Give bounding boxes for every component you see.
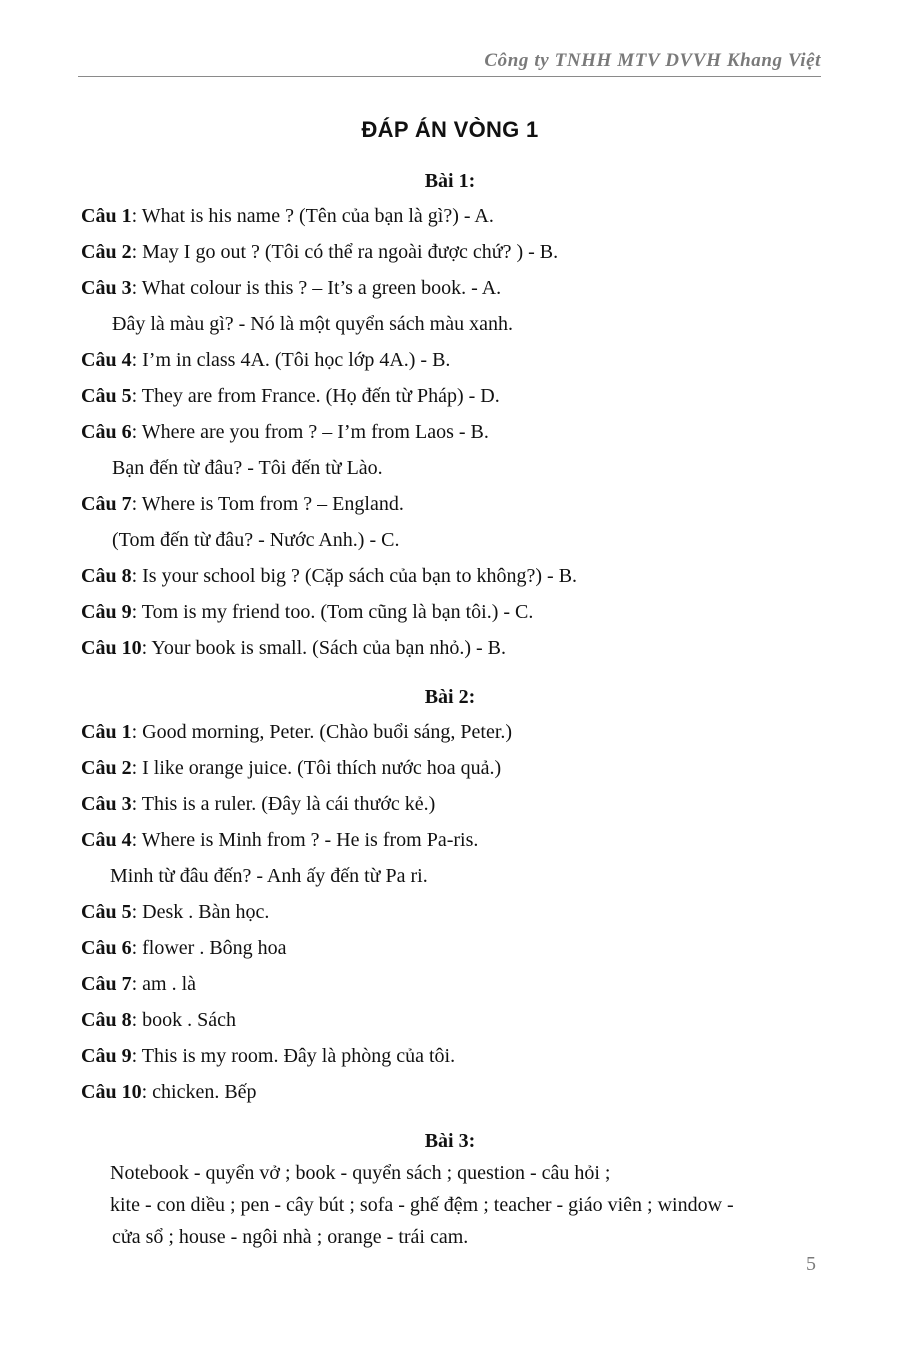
answer-line [81,492,404,516]
answer-text: : book . Sách [131,1009,237,1031]
answer-line [81,348,450,372]
running-header: Công ty TNHH MTV DVVH Khang Việt [484,50,821,71]
answer-text: : I’m in class 4A. (Tôi học lớp 4A.) - B. [131,349,451,371]
answer-line [81,1044,455,1068]
vocabulary-line: cửa sổ ; house - ngôi nhà ; orange - trái cam. [112,1226,469,1248]
question-label: Câu 5 [81,901,132,923]
question-label: Câu 1 [81,205,132,227]
translation-line: (Tom đến từ đâu? - Nước Anh.) - C. [112,529,400,551]
answer-text: : Tom is my friend too. (Tom cũng là bạn tôi.) - C. [131,601,534,623]
vocabulary-line: Notebook - quyển vở ; book - quyển sách ; question - câu hỏi ; [110,1162,611,1184]
answer-line [81,792,435,816]
question-label: Câu 4 [81,829,132,851]
section-heading-bai-3: Bài 3: [424,1130,476,1152]
answer-text: : Your book is small. (Sách của bạn nhỏ.) - B. [141,637,506,659]
question-label: Câu 3 [81,277,132,299]
page-title: ĐÁP ÁN VÒNG 1 [361,117,539,142]
answer-text: : Is your school big ? (Cặp sách của bạn to không?) - B. [131,565,578,587]
question-label: Câu 7 [81,973,132,995]
answer-line [81,240,558,264]
question-label: Câu 8 [81,565,132,587]
answer-text: : Where is Tom from ? – England. [131,493,404,515]
answer-text: : flower . Bông hoa [131,937,287,959]
question-label: Câu 6 [81,937,132,959]
header-rule [78,76,821,77]
vocabulary-line: kite - con diều ; pen - cây bút ; sofa - ghế đệm ; teacher - giáo viên ; window - [110,1194,734,1216]
answer-text: : This is my room. Đây là phòng của tôi. [131,1045,456,1067]
question-label: Câu 6 [81,421,132,443]
answer-line [81,384,500,408]
answer-line [81,564,577,588]
answer-line [81,420,489,444]
answer-line [81,828,478,852]
page-number: 5 [806,1253,816,1275]
question-label: Câu 5 [81,385,132,407]
answer-line [81,600,533,624]
translation-line: Đây là màu gì? - Nó là một quyển sách màu xanh. [112,313,513,335]
answer-line [81,756,501,780]
question-label: Câu 9 [81,601,132,623]
answer-text: : May I go out ? (Tôi có thể ra ngoài được chứ? ) - B. [131,241,559,263]
answer-line [81,1080,257,1104]
answer-text: : Desk . Bàn học. [131,901,270,923]
answer-line [81,636,506,660]
answer-line [81,276,501,300]
answer-text: : This is a ruler. (Đây là cái thước kẻ.) [131,793,436,815]
question-label: Câu 3 [81,793,132,815]
answer-line [81,204,494,228]
answer-line [81,900,269,924]
answer-text: : am . là [131,973,197,995]
question-label: Câu 10 [81,1081,142,1103]
question-label: Câu 2 [81,757,132,779]
question-label: Câu 7 [81,493,132,515]
question-label: Câu 2 [81,241,132,263]
answer-text: : What is his name ? (Tên của bạn là gì?) - A. [131,205,494,227]
question-label: Câu 8 [81,1009,132,1031]
answer-text: : They are from France. (Họ đến từ Pháp) - D. [131,385,500,407]
answer-line [81,1008,236,1032]
answer-line [81,972,196,996]
answer-line [81,720,512,744]
answer-text: : I like orange juice. (Tôi thích nước hoa quả.) [131,757,502,779]
section-heading-bai-1: Bài 1: [424,170,476,192]
question-label: Câu 10 [81,637,142,659]
answer-text: : Good morning, Peter. (Chào buổi sáng, Peter.) [131,721,513,743]
question-label: Câu 1 [81,721,132,743]
question-label: Câu 4 [81,349,132,371]
translation-line: Minh từ đâu đến? - Anh ấy đến từ Pa ri. [110,865,428,887]
translation-line: Bạn đến từ đâu? - Tôi đến từ Lào. [112,457,383,479]
answer-text: : Where are you from ? – I’m from Laos - B. [131,421,489,443]
section-heading-bai-2: Bài 2: [424,686,476,708]
answer-text: : Where is Minh from ? - He is from Pa-ris. [131,829,479,851]
answer-text: : What colour is this ? – It’s a green book. - A. [131,277,502,299]
answer-text: : chicken. Bếp [141,1081,257,1103]
answer-line [81,936,287,960]
question-label: Câu 9 [81,1045,132,1067]
